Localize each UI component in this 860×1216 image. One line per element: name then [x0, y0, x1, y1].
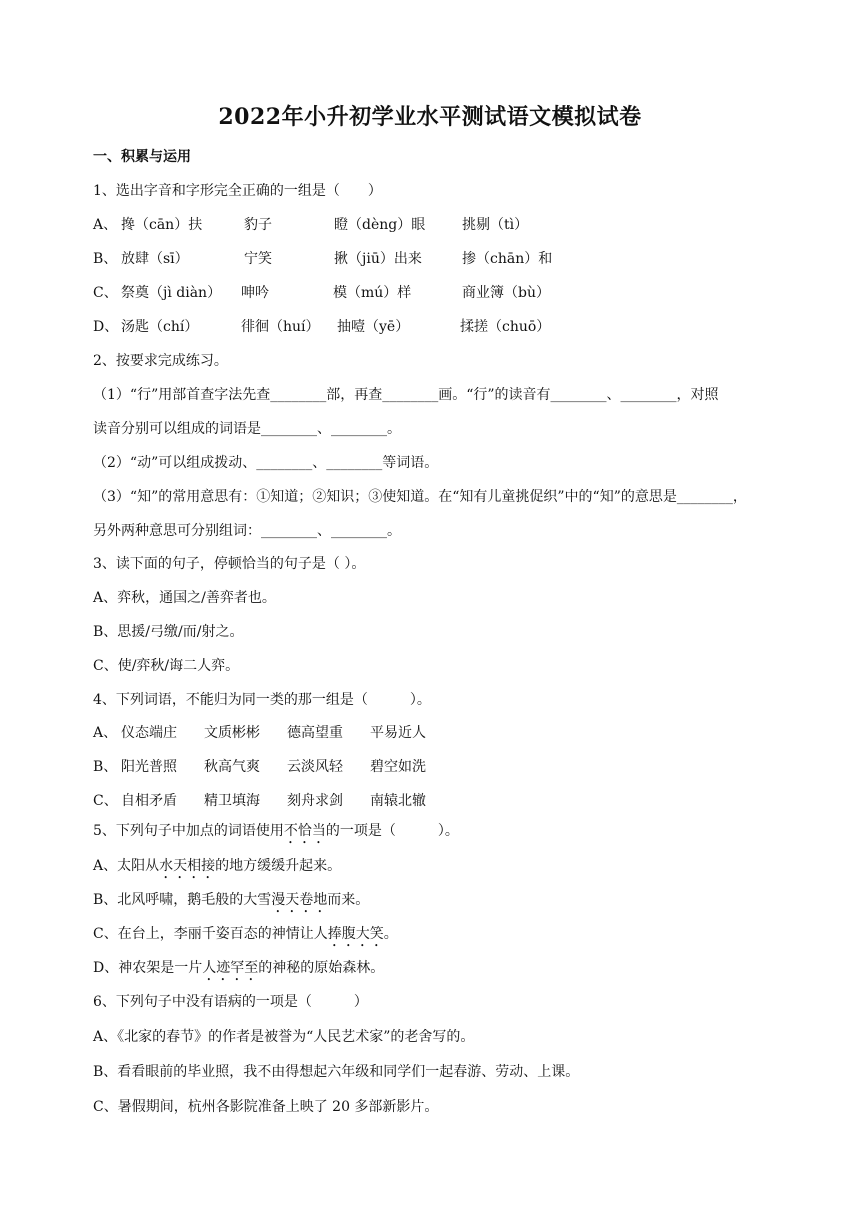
- option-item: 抽噎（yē）: [337, 319, 410, 335]
- q6-option-b: B、看看眼前的毕业照，我不由得想起六年级和同学们一起春游、劳动、上课。: [93, 1064, 580, 1080]
- option-item: 掺（chān）和: [462, 251, 553, 267]
- option-item: 模（mú）样: [333, 285, 412, 301]
- option-label: D、: [93, 319, 119, 335]
- option-label: C、: [93, 285, 118, 301]
- section-heading: 一、积累与运用: [93, 149, 191, 165]
- q4-option-c: [93, 790, 426, 810]
- option-label: B、: [93, 251, 118, 267]
- option-item: 德高望重: [287, 725, 343, 741]
- option-item: 豹子: [244, 217, 272, 233]
- option-item: 祭奠（jì diàn）: [121, 285, 222, 301]
- option-label: A、: [93, 725, 118, 741]
- emphasized-text: 漫天卷地: [271, 892, 328, 908]
- option-item: 秋高气爽: [204, 759, 260, 775]
- stem-text: 的一项是（ ）。: [325, 823, 459, 839]
- option-item: 放肆（sī）: [121, 251, 189, 267]
- option-item: 挑剔（tì）: [462, 217, 529, 233]
- emphasized-text: 水天相接: [159, 858, 216, 874]
- q1-option-b: [93, 248, 553, 268]
- option-item: 揪（jiū）出来: [334, 251, 422, 267]
- q5-option-c: [93, 923, 398, 950]
- option-item: 宁笑: [244, 251, 272, 267]
- q6-option-c: C、暑假期间，杭州各影院准备上映了 20 多部新影片。: [93, 1099, 439, 1115]
- option-text: D、神农架是一片: [93, 960, 203, 976]
- question-6-stem: 6、下列句子中没有语病的一项是（ ）: [93, 994, 368, 1010]
- q2-part-3-line-1: （3）“知”的常用意思有：①知道；②知识；③使知道。在“知有儿童挑促织”中的“知”的意思是________，: [93, 489, 747, 505]
- q2-part-1-line-2: 读音分别可以组成的词语是________、________。: [93, 421, 401, 437]
- question-4-stem: 4、下列词语，不能归为同一类的那一组是（ ）。: [93, 692, 431, 708]
- emphasized-text: 人迹罕至: [202, 960, 259, 976]
- q5-option-a: [93, 855, 341, 882]
- option-item: 呻吟: [241, 285, 269, 301]
- option-text: 的地方缓缓升起来。: [215, 858, 342, 874]
- q2-part-3-line-2: 另外两种意思可分别组词：________、________。: [93, 523, 401, 539]
- option-item: 精卫填海: [204, 793, 260, 809]
- option-label: B、: [93, 759, 118, 775]
- option-item: 汤匙（chí）: [121, 319, 199, 335]
- q2-part-1-line-1: （1）“行”用部首查字法先查________部，再查________画。“行”的读音有________、________，对照: [93, 387, 719, 403]
- option-item: 刻舟求剑: [287, 793, 343, 809]
- q4-option-b: [93, 756, 426, 776]
- option-item: 商业簿（bù）: [462, 285, 550, 301]
- q1-option-d: [93, 316, 551, 336]
- option-text: 而来。: [327, 892, 370, 908]
- option-item: 徘徊（huí）: [241, 319, 320, 335]
- q1-option-c: [93, 282, 550, 302]
- q4-option-a: [93, 722, 426, 742]
- option-item: 瞪（dèng）眼: [334, 217, 426, 233]
- q1-option-a: [93, 214, 529, 234]
- page-title: 2022年小升初学业水平测试语文模拟试卷: [218, 104, 642, 130]
- q3-option-a: A、弈秋，通国之/善弈者也。: [93, 590, 276, 606]
- option-label: C、: [93, 793, 118, 809]
- option-item: 搀（cān）扶: [121, 217, 203, 233]
- question-5-stem: [93, 820, 459, 847]
- option-text: B、北风呼啸，鹅毛般的大雪: [93, 892, 272, 908]
- q5-option-b: [93, 889, 369, 916]
- option-text: A、太阳从: [93, 858, 160, 874]
- stem-text: 5、下列句子中加点的词语使用: [93, 823, 284, 839]
- q5-option-d: [93, 957, 384, 984]
- option-item: 揉搓（chuō）: [460, 319, 551, 335]
- q6-option-a: A、《北家的春节》的作者是被誉为“人民艺术家”的老舍写的。: [93, 1029, 475, 1045]
- option-item: 文质彬彬: [204, 725, 260, 741]
- question-3-stem: 3、读下面的句子，停顿恰当的句子是（ ）。: [93, 556, 366, 572]
- q3-option-c: C、使/弈秋/诲二人弈。: [93, 658, 240, 674]
- option-item: 自相矛盾: [121, 793, 177, 809]
- question-2-stem: 2、按要求完成练习。: [93, 353, 228, 369]
- question-1-stem: 1、选出字音和字形完全正确的一组是（ ）: [93, 183, 382, 199]
- option-item: 云淡风轻: [287, 759, 343, 775]
- option-item: 南辕北辙: [370, 793, 426, 809]
- option-text: 。: [383, 926, 398, 942]
- option-text: C、在台上，李丽千姿百态的神情让人: [93, 926, 328, 942]
- emphasized-text: 不恰当: [283, 823, 326, 839]
- q2-part-2: （2）“动”可以组成拨动、________、________等词语。: [93, 455, 439, 471]
- option-item: 平易近人: [370, 725, 426, 741]
- option-item: 阳光普照: [121, 759, 177, 775]
- option-text: 的神秘的原始森林。: [258, 960, 385, 976]
- q3-option-b: B、思援/弓缴/而/射之。: [93, 624, 244, 640]
- option-item: 碧空如洗: [370, 759, 426, 775]
- option-label: A、: [93, 217, 118, 233]
- option-item: 仪态端庄: [121, 725, 177, 741]
- emphasized-text: 捧腹大笑: [327, 926, 384, 942]
